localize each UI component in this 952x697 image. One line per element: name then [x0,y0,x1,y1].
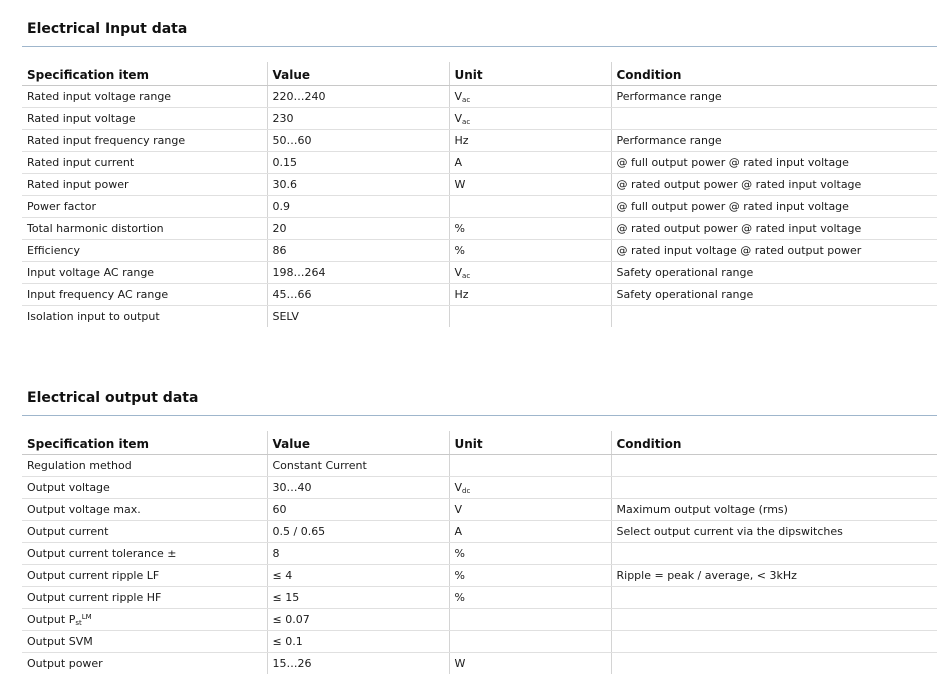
column-header-value: Value [267,431,449,455]
unit-cell [449,609,611,631]
table-row [22,262,937,284]
output-section [22,390,937,670]
table-row [22,306,937,328]
value-cell: 50…60 [267,130,449,152]
condition-cell [611,108,937,130]
input-title-divider [22,46,937,47]
value-cell: 0.15 [267,152,449,174]
unit-cell: % [449,565,611,587]
value-cell: 30…40 [267,477,449,499]
spec-item-cell: Regulation method [22,455,267,477]
spec-item-cell: Rated input voltage range [22,86,267,108]
unit-cell: $V_{dc}$ [449,477,611,499]
value-cell: 0.5 / 0.65 [267,521,449,543]
unit-cell [449,306,611,328]
unit-cell: V [449,499,611,521]
column-header-condition: Condition [611,431,937,455]
condition-cell: @ rated input voltage @ rated output power [611,240,937,262]
table-row [22,130,937,152]
condition-cell: Maximum output voltage (rms) [611,499,937,521]
input-section-title: Electrical Input data [27,21,188,37]
unit-cell: $V_{ac}$ [449,86,611,108]
value-cell: 60 [267,499,449,521]
value-cell: 0.9 [267,196,449,218]
spec-item-cell: Isolation input to output [27,310,160,323]
unit-cell: % [449,218,611,240]
table-row [22,284,937,306]
column-header-condition: Condition [611,62,937,86]
table-row [22,152,937,174]
spec-item-cell: Output $P_{st}^{LM}$ [22,609,267,631]
value-cell: 198…264 [267,262,449,284]
value-cell: ≤ 4 [267,565,449,587]
condition-cell: @ rated output power @ rated input voltage [611,218,937,240]
output-title-divider [22,415,937,416]
condition-cell: Safety operational range [611,262,937,284]
spec-item-cell: Output voltage max. [22,499,267,521]
condition-cell: Performance range [611,130,937,152]
output-section-title: Electrical output data [27,390,199,406]
condition-cell [611,609,937,631]
table-row [22,86,937,108]
condition-cell: Select output current via the dipswitches [611,521,937,543]
condition-cell: Safety operational range [611,284,937,306]
column-header-spec-item: Specification item [22,62,267,86]
spec-item-cell: Rated input voltage [22,108,267,130]
value-cell: 86 [267,240,449,262]
value-cell: 8 [267,543,449,565]
spec-item-cell: Rated input power [22,174,267,196]
value-cell: Constant Current [267,455,449,477]
unit-cell [449,196,611,218]
spec-item-cell: Rated input frequency range [22,130,267,152]
table-row [22,521,937,543]
condition-cell: @ rated output power @ rated input voltage [611,174,937,196]
unit-cell: A [449,521,611,543]
unit-cell: $V_{ac}$ [449,108,611,130]
value-cell: SELV [267,306,449,328]
condition-cell [611,543,937,565]
table-row [22,543,937,565]
unit-cell: Hz [449,284,611,306]
spec-item-cell: Output voltage [22,477,267,499]
spec-item-cell: Output power [27,657,103,670]
value-cell: 220…240 [267,86,449,108]
unit-cell [449,455,611,477]
value-cell: ≤ 0.1 [267,631,449,653]
table-row [22,653,937,675]
spec-item-cell: Total harmonic distortion [22,218,267,240]
column-header-spec-item: Specification item [22,431,267,455]
column-header-unit: Unit [449,431,611,455]
spec-item-cell: Output SVM [22,631,267,653]
column-header-value: Value [267,62,449,86]
table-row [22,455,937,477]
spec-item-cell: Rated input current [22,152,267,174]
unit-cell: W [449,174,611,196]
condition-cell [611,631,937,653]
unit-cell: % [449,240,611,262]
unit-cell: $V_{ac}$ [449,262,611,284]
value-cell: 15…26 [267,653,449,675]
unit-cell: W [449,653,611,675]
condition-cell: @ full output power @ rated input voltage [611,196,937,218]
value-cell: 45…66 [267,284,449,306]
table-row [22,609,937,631]
condition-cell [611,653,937,675]
value-cell: ≤ 0.07 [267,609,449,631]
table-row [22,240,937,262]
table-header-row [22,431,937,455]
condition-cell [611,455,937,477]
table-row [22,218,937,240]
table-row [22,631,937,653]
spec-item-cell: Output current ripple LF [22,565,267,587]
spec-item-cell: Power factor [22,196,267,218]
value-cell: ≤ 15 [267,587,449,609]
condition-cell [611,587,937,609]
value-cell: 20 [267,218,449,240]
spec-item-cell: Output current ripple HF [22,587,267,609]
input-spec-table [22,62,937,327]
value-cell: 30.6 [267,174,449,196]
condition-cell: @ full output power @ rated input voltage [611,152,937,174]
spec-item-cell: Input frequency AC range [22,284,267,306]
input-section [22,21,937,323]
unit-cell: Hz [449,130,611,152]
unit-cell: A [449,152,611,174]
unit-cell: % [449,543,611,565]
unit-cell: % [449,587,611,609]
table-row [22,108,937,130]
unit-cell [449,631,611,653]
table-row [22,565,937,587]
table-row [22,499,937,521]
spec-item-cell: Input voltage AC range [22,262,267,284]
spec-item-cell: Efficiency [22,240,267,262]
condition-cell [611,306,937,328]
condition-cell [611,477,937,499]
table-row [22,587,937,609]
table-row [22,174,937,196]
column-header-unit: Unit [449,62,611,86]
value-cell: 230 [267,108,449,130]
table-row [22,196,937,218]
spec-item-cell: Output current tolerance ± [22,543,267,565]
table-header-row [22,62,937,86]
spec-item-cell: Output current [22,521,267,543]
table-row [22,477,937,499]
condition-cell: Ripple = peak / average, < 3kHz [611,565,937,587]
condition-cell: Performance range [611,86,937,108]
output-spec-table [22,431,937,674]
